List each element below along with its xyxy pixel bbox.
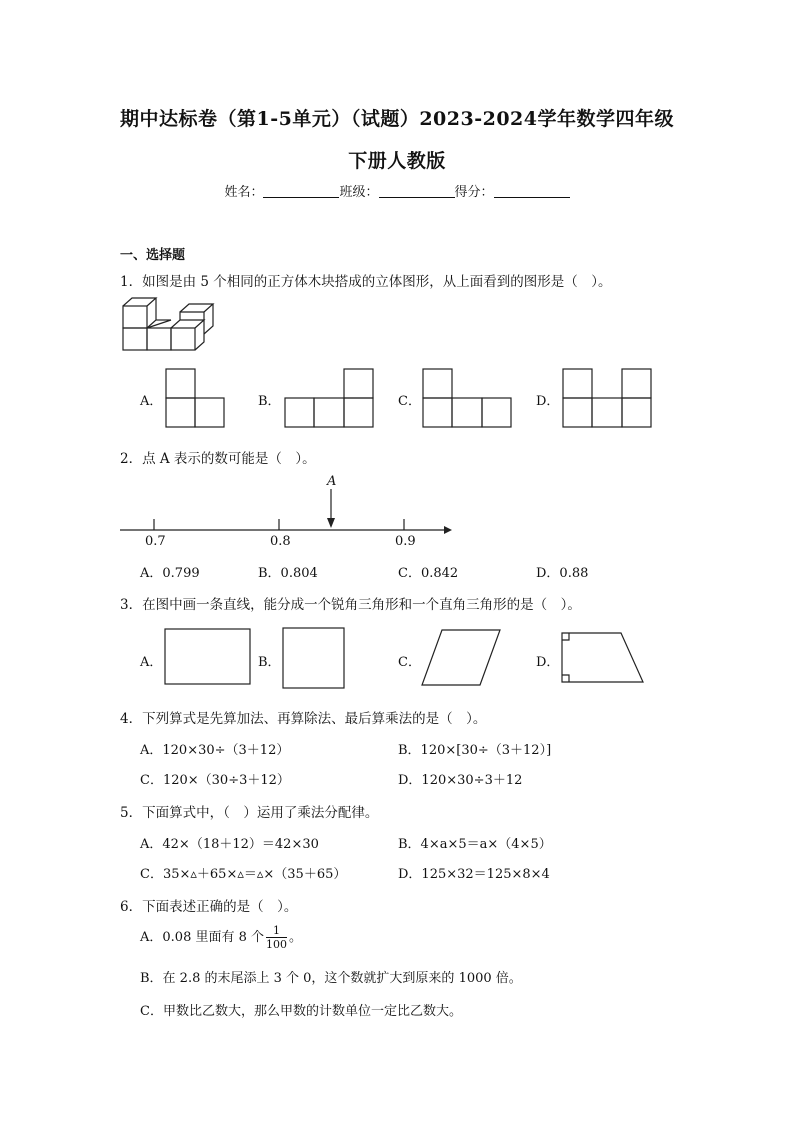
q1-option-c[interactable]: C． [398, 394, 421, 409]
q3-parallelogram [420, 627, 504, 689]
q4-option-d[interactable]: D．120×30÷3＋12 [398, 773, 523, 788]
question-2-text: 2．点 A 表示的数可能是（ ）。 [120, 451, 316, 467]
tick-label-0: 0.7 [145, 534, 166, 549]
q4-option-b[interactable]: B．120×[30÷（3＋12）] [398, 743, 552, 758]
q6-option-a[interactable] [140, 924, 302, 951]
q6-option-a-suffix: 。 [289, 930, 303, 945]
question-5-text: 5．下面算式中，（ ）运用了乘法分配律。 [120, 805, 379, 821]
q3-option-b[interactable]: B． [258, 655, 281, 670]
q6-option-b[interactable]: B．在 2.8 的末尾添上 3 个 0，这个数就扩大到原来的 1000 倍。 [140, 971, 522, 986]
question-1-text: 1．如图是由 5 个相同的正方体木块搭成的立体图形，从上面看到的图形是（ ）。 [120, 274, 612, 290]
fraction-numerator: 1 [266, 924, 287, 938]
section-heading: 一、选择题 [120, 248, 186, 263]
q2-option-b[interactable]: B．0.804 [258, 566, 318, 581]
q3-option-a[interactable]: A． [140, 655, 163, 670]
q5-option-b[interactable]: B．4×a×5＝a×（4×5） [398, 837, 552, 852]
q3-option-d[interactable]: D． [536, 655, 560, 670]
name-blank[interactable] [263, 185, 339, 198]
fraction-denominator: 100 [266, 938, 288, 951]
q3-square [281, 626, 347, 690]
q5-option-a[interactable]: A．42×（18＋12）＝42×30 [140, 837, 319, 852]
q1-option-a[interactable]: A． [140, 394, 163, 409]
q1-option-c-figure [421, 367, 513, 429]
q3-rectangle [163, 627, 253, 687]
name-label: 姓名： [224, 185, 264, 200]
tick-label-2: 0.9 [395, 534, 416, 549]
q1-option-d[interactable]: D． [536, 394, 560, 409]
page-title-line2: 下册人教版 [348, 150, 446, 172]
q2-option-a[interactable]: A．0.799 [140, 566, 200, 581]
score-label: 得分： [454, 185, 494, 200]
q1-option-d-figure [561, 367, 653, 429]
q3-option-c[interactable]: C． [398, 655, 421, 670]
q4-option-a[interactable]: A．120×30÷（3＋12） [140, 743, 290, 758]
fraction [266, 924, 287, 951]
question-6-text: 6．下面表述正确的是（ ）。 [120, 899, 298, 915]
q2-option-c[interactable]: C．0.842 [398, 566, 459, 581]
page-title: 期中达标卷（第1-5单元）（试题）2023-2024学年数学四年级 [120, 108, 674, 130]
q5-option-d[interactable]: D．125×32＝125×8×4 [398, 867, 550, 882]
q1-option-b[interactable]: B． [258, 394, 281, 409]
question-3-text: 3．在图中画一条直线，能分成一个锐角三角形和一个直角三角形的是（ ）。 [120, 597, 581, 613]
point-a-label: A [327, 474, 337, 489]
q6-option-a-prefix: A．0.08 里面有 8 个 [140, 930, 265, 945]
student-info [0, 181, 794, 200]
q4-option-c[interactable]: C．120×（30÷3＋12） [140, 773, 290, 788]
q6-option-c[interactable]: C．甲数比乙数大，那么甲数的计数单位一定比乙数大。 [140, 1004, 462, 1019]
class-label: 班级： [339, 185, 379, 200]
score-blank[interactable] [494, 185, 570, 198]
q5-option-c[interactable]: C．35×▵＋65×▵＝▵×（35＋65） [140, 867, 347, 882]
q1-option-b-figure [283, 367, 375, 429]
question-4-text: 4．下列算式是先算加法、再算除法、最后算乘法的是（ ）。 [120, 711, 487, 727]
class-blank[interactable] [379, 185, 455, 198]
q3-right-trapezoid [559, 630, 647, 686]
tick-label-1: 0.8 [270, 534, 291, 549]
q2-option-d[interactable]: D．0.88 [536, 566, 589, 581]
q1-option-a-figure [164, 367, 226, 429]
cube-figure [118, 296, 218, 356]
